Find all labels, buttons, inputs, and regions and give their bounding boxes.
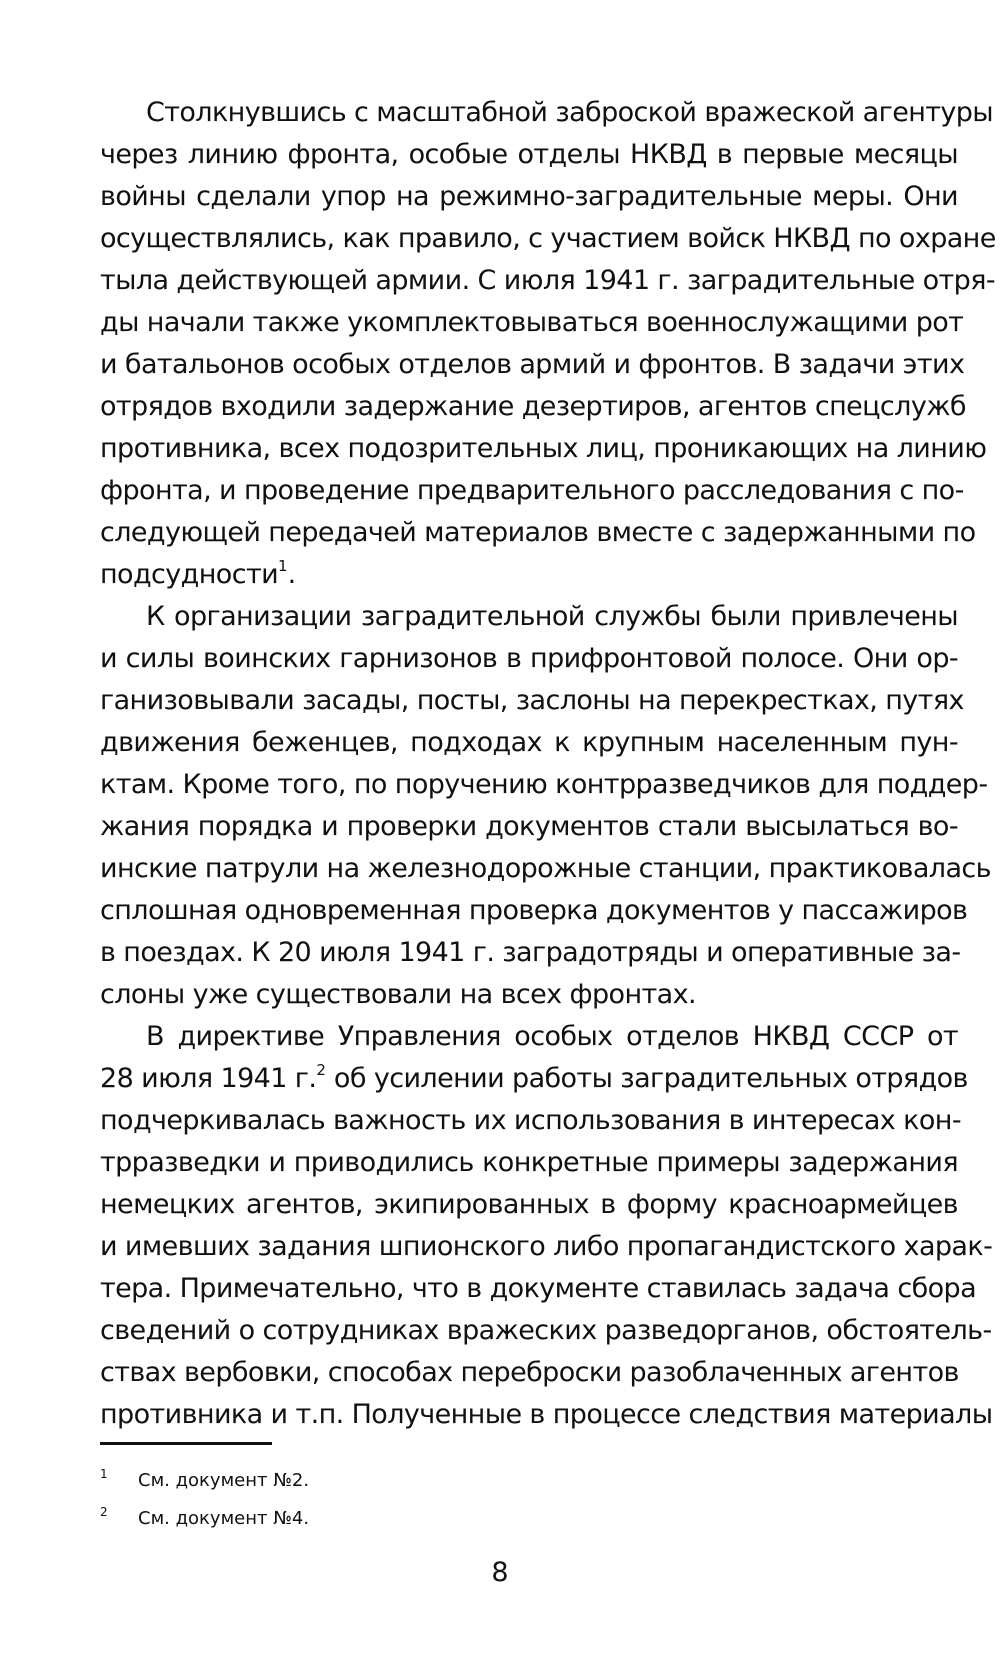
body-text <box>100 92 996 1436</box>
footnote-ref-1[interactable]: 1 <box>278 557 288 575</box>
footnote-2 <box>100 1500 958 1538</box>
text-line: противника, всех подозрительных лиц, проникающих на линию <box>100 433 987 464</box>
text-line: Столкнувшись с масштабной заброской вражеской агентуры <box>146 97 994 128</box>
text-line: и батальонов особых отделов армий и фронтов. В задачи этих <box>100 349 965 380</box>
text-line: ды начали также укомплектовываться военнослужащими рот <box>100 307 964 338</box>
text-line: подчеркивалась важность их использования в интересах кон- <box>100 1105 961 1136</box>
footnote-text: См. документ №4. <box>138 1508 310 1529</box>
footnote-ref-2[interactable]: 2 <box>316 1061 326 1079</box>
text-line: отрядов входили задержание дезертиров, агентов спецслужб <box>100 391 966 422</box>
text-segment: . <box>287 559 296 590</box>
text-line: сплошная одновременная проверка документов у пассажиров <box>100 895 968 926</box>
footnote-number: 1 <box>100 1467 108 1481</box>
text-line <box>100 1058 968 1100</box>
text-line: в поездах. К 20 июля 1941 г. заградотряды и оперативные за- <box>100 937 961 968</box>
paragraph-3 <box>100 1016 993 1436</box>
text-line: тыла действующей армии. С июля 1941 г. заградительные отря- <box>100 265 996 296</box>
text-line: ктам. Кроме того, по поручению контрразведчиков для поддер- <box>100 769 988 800</box>
text-line: через линию фронта, особые отделы НКВД в первые месяцы <box>100 139 958 170</box>
footnote-1 <box>100 1462 958 1500</box>
text-segment: подсудности <box>100 559 279 590</box>
text-line <box>100 554 958 596</box>
paragraph-1 <box>100 92 996 596</box>
text-line: ствах вербовки, способах переброски разоблаченных агентов <box>100 1357 959 1388</box>
text-line: сведений о сотрудниках вражеских разведорганов, обстоятель- <box>100 1315 992 1346</box>
text-line: инские патрули на железнодорожные станции, практиковалась <box>100 853 991 884</box>
text-line: К организации заградительной службы были привлечены <box>146 601 958 632</box>
text-line: В директиве Управления особых отделов НКВД СССР от <box>146 1021 958 1052</box>
footnote-text: См. документ №2. <box>138 1470 310 1491</box>
footnotes <box>100 1462 958 1538</box>
text-segment: 28 июля 1941 г. <box>100 1063 317 1094</box>
text-line: слоны уже существовали на всех фронтах. <box>100 979 696 1010</box>
footnote-number: 2 <box>100 1505 108 1519</box>
page-number: 8 <box>491 1557 509 1588</box>
text-line: фронта, и проведение предварительного расследования с по- <box>100 475 964 506</box>
text-segment: об усилении работы заградительных отрядов <box>325 1063 968 1094</box>
footnote-divider <box>100 1442 272 1445</box>
text-line: следующей передачей материалов вместе с задержанными по <box>100 517 976 548</box>
text-line: и силы воинских гарнизонов в прифронтовой полосе. Они ор- <box>100 643 958 674</box>
text-line: войны сделали упор на режимно-заградительные меры. Они <box>100 181 958 212</box>
text-line: тера. Примечательно, что в документе ставилась задача сбора <box>100 1273 977 1304</box>
text-line: противника и т.п. Полученные в процессе следствия материалы <box>100 1399 993 1430</box>
text-line: и имевших задания шпионского либо пропагандистского харак- <box>100 1231 993 1262</box>
text-line: немецких агентов, экипированных в форму красноармейцев <box>100 1189 958 1220</box>
text-line: трразведки и приводились конкретные примеры задержания <box>100 1147 958 1178</box>
text-line: ганизовывали засады, посты, заслоны на перекрестках, путях <box>100 685 964 716</box>
text-line: жания порядка и проверки документов стали высылаться во- <box>100 811 958 842</box>
text-line: движения беженцев, подходах к крупным населенным пун- <box>100 727 958 758</box>
text-line: осуществлялись, как правило, с участием войск НКВД по охране <box>100 223 996 254</box>
paragraph-2 <box>100 596 991 1016</box>
